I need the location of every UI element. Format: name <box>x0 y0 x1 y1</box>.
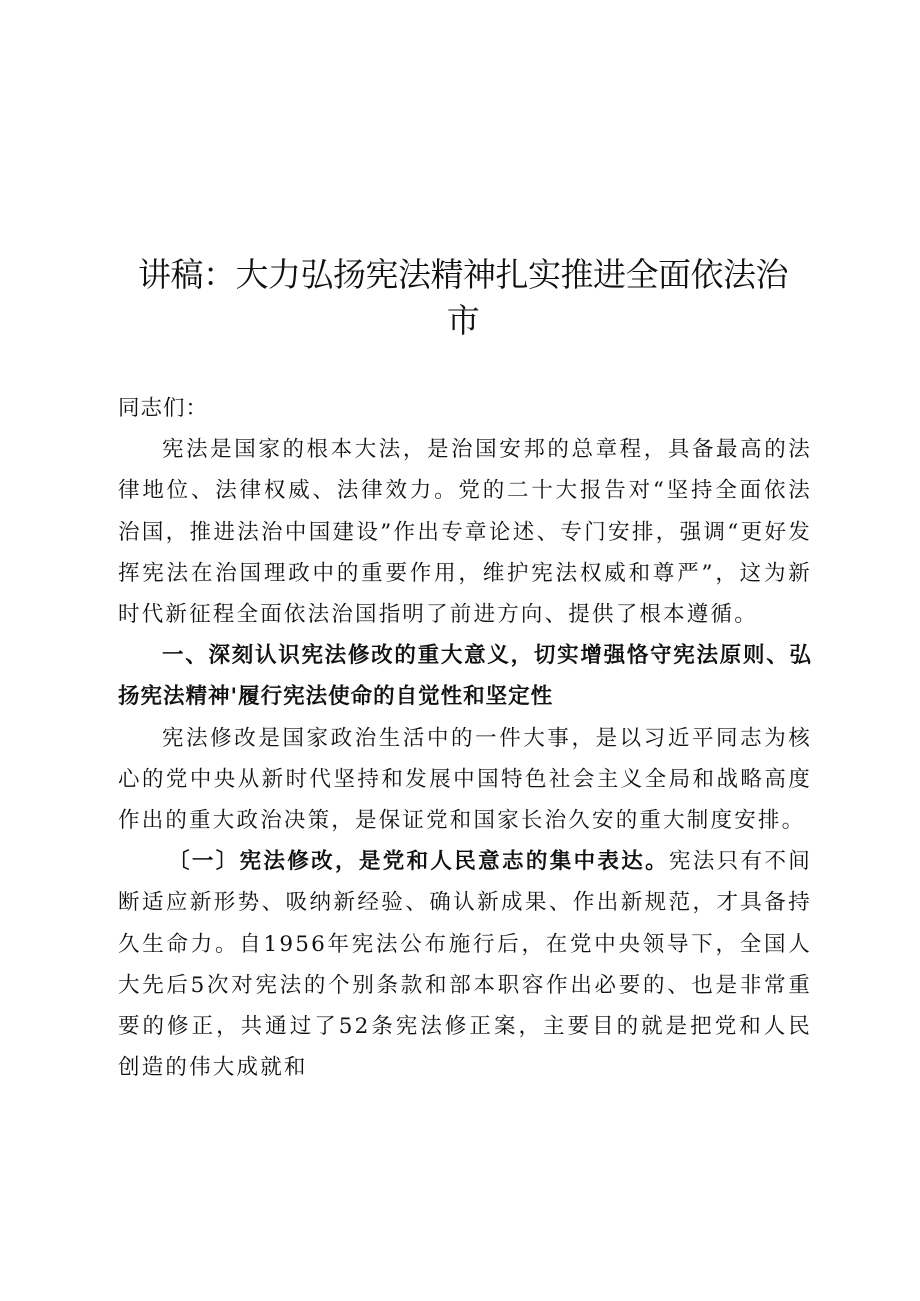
subsection-1-text: 宪法只有不间断适应新形势、吸纳新经验、确认新成果、作出新规范，才具备持久生命力。自1956年宪法公布施行后，在党中央领导下，全国人大先后5次对宪法的个别条款和部本职容作出必要的、也是非常重要的修正，共通过了52条宪法修正案，主要目的就是把党和人民创造的伟大成就和 <box>118 849 813 1081</box>
document-body <box>118 388 812 1088</box>
paragraph-constitution-amendment: 宪法修改是国家政治生活中的一件大事，是以习近平同志为核心的党中央从新时代坚持和发展中国特色社会主义全局和战略高度作出的重大政治决策，是保证党和国家长治久安的重大制度安排。 <box>118 725 812 834</box>
paragraph-subsection-1 <box>118 841 812 1088</box>
page-title-line-2: 市 <box>446 301 480 340</box>
page-title-line-1: 讲稿：大力弘扬宪法精神扎实推进全面依法治 <box>138 255 788 294</box>
subsection-heading-1: 〔一〕宪法修改，是党和人民意志的集中表达。 <box>168 849 670 875</box>
salutation: 同志们： <box>118 396 209 421</box>
section-heading-1: 一、深刻认识宪法修改的重大意义，切实增强恪守宪法原则、弘扬宪法精神'履行宪法使命的自觉性和坚定性 <box>118 643 812 710</box>
page-title <box>118 252 808 344</box>
paragraph-intro: 宪法是国家的根本大法，是治国安邦的总章程，具备最高的法律地位、法律权威、法律效力。党的二十大报告对“坚持全面依法治国，推进法治中国建设”作出专章论述、专门安排，强调“更好发挥宪法在治国理政中的重要作用，维护宪法权威和尊严”，这为新时代新征程全面依法治国指明了前进方向、提供了根本遵循。 <box>118 437 812 628</box>
